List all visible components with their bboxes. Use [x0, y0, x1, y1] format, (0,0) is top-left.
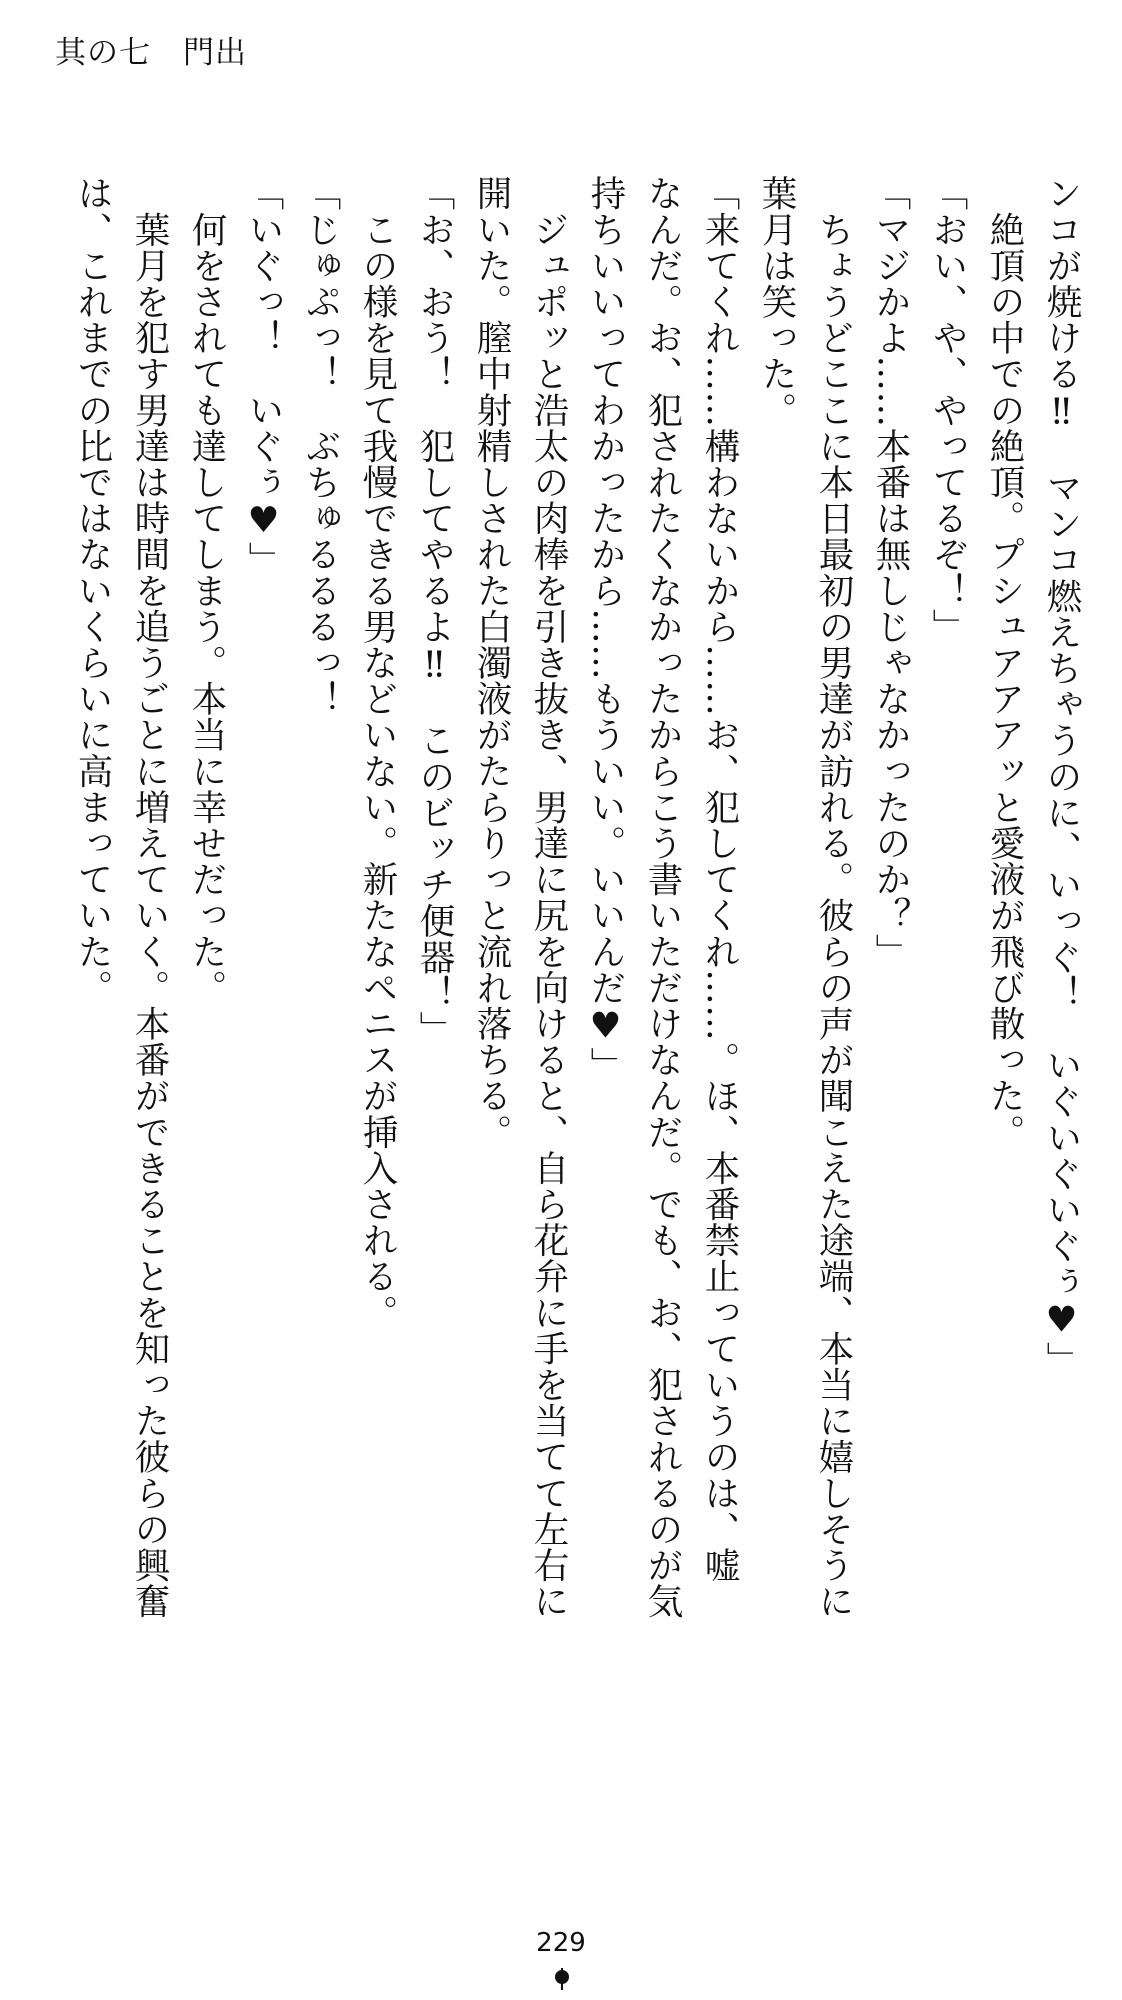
- text-line: 持ちいいってわかったから……もういい。いいんだ♥」: [585, 175, 626, 1083]
- text-line: は、これまでの比ではないくらいに高まっていた。: [72, 175, 113, 1006]
- text-line: 「マジかよ……本番は無しじゃなかったのか？」: [870, 175, 911, 970]
- text-line: 絶頂の中での絶頂。プシュアアアッと愛液が飛び散った。: [984, 175, 1025, 1150]
- text-line: 開いた。膣中射精しされた白濁液がたらりっと流れ落ちる。: [471, 175, 512, 1150]
- text-line: 葉月は笑った。: [756, 175, 797, 428]
- page-number: 229: [536, 1928, 586, 1958]
- running-head: 其の七 門出: [55, 35, 247, 71]
- text-line: 「来てくれ……構わないから……お、犯してくれ……。ほ、本番禁止っていうのは、嘘: [699, 175, 740, 1583]
- text-line: 「お、おう！ 犯してやるよ‼ このビッチ便器！」: [414, 175, 455, 1047]
- text-line: ンコが焼ける‼ マンコ燃えちゃうのに、いっぐ！ いぐいぐいぐぅ♥」: [1041, 175, 1082, 1378]
- text-line: 「いぐっ！ いぐぅ♥」: [243, 175, 284, 578]
- text-line: 「じゅぷっ！ ぶちゅるるるっ！: [300, 175, 341, 717]
- page-marker-dot: [555, 1970, 569, 1984]
- vertical-text-body: [40, 175, 1090, 1625]
- text-line: なんだ。お、犯されたくなかったからこう書いただけなんだ。でも、お、犯されるのが気: [642, 175, 683, 1619]
- text-line: この様を見て我慢できる男などいない。新たなペニスが挿入される。: [357, 175, 398, 1331]
- text-line: ちょうどここに本日最初の男達が訪れる。彼らの声が聞こえた途端、本当に嬉しそうに: [813, 175, 854, 1619]
- text-line: 葉月を犯す男達は時間を追うごとに増えていく。本番ができることを知った彼らの興奮: [129, 175, 170, 1619]
- text-line: ジュポッと浩太の肉棒を引き抜き、男達に尻を向けると、自ら花弁に手を当てて左右に: [528, 175, 569, 1619]
- text-line: 何をされても達してしまう。本当に幸せだった。: [186, 175, 227, 1006]
- text-line: 「おい、や、やってるぞ！」: [927, 175, 968, 645]
